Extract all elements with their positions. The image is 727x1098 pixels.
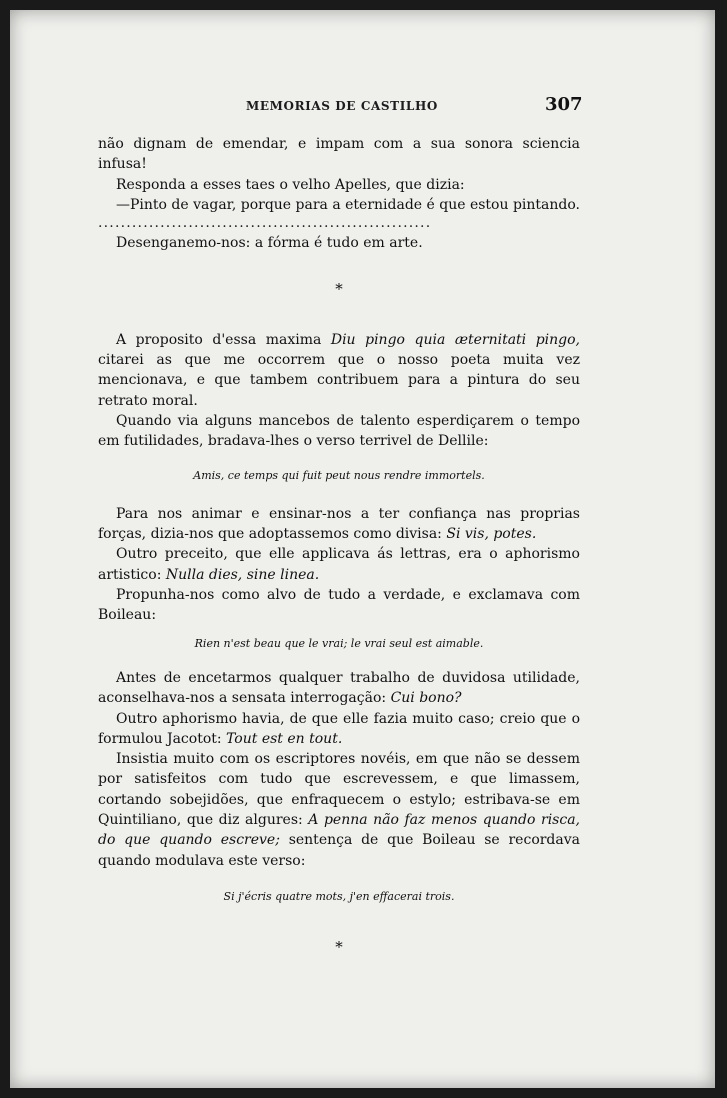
text-run: Outro aphorismo havia, de que elle fazia muito caso; creio que o formulou Jacotot: [98, 710, 580, 747]
text-run: A proposito d'essa maxima [116, 331, 331, 348]
paragraph: Quando via alguns mancebos de talento esperdiçarem o tempo em futilidades, bradava-lhes o verso terrivel de Dellile: [98, 412, 580, 450]
section-asterisk: * [335, 938, 343, 957]
paragraph [98, 504, 580, 545]
text-run: citarei as que me occorrem que o nosso poeta muita vez mencionava, e que tambem contribuem para a pintura do seu retrato moral. [98, 352, 580, 409]
paragraph: Propunha-nos como alvo de tudo a verdade, e exclamava com Boileau: [98, 587, 580, 624]
latin-aphorism: Nulla dies, sine linea. [165, 566, 320, 583]
running-head-title: MEMORIAS DE CASTILHO [246, 99, 438, 113]
verse-quote: Rien n'est beau que le vrai; le vrai seul est aimable. [194, 636, 484, 650]
verse-quote: Si j'écris quatre mots, j'en effacerai trois. [223, 889, 455, 903]
latin-maxim: Diu pingo quia æternitati pingo, [330, 331, 580, 348]
ellipsis-line: ........................................................... [98, 215, 432, 232]
paragraph: Responda a esses taes o velho Apelles, que dizia: [116, 176, 465, 193]
french-aphorism: Tout est en tout. [226, 730, 343, 747]
paragraph [98, 709, 580, 750]
paragraph [98, 749, 580, 871]
paragraph: Desenganemo-nos: a fórma é tudo em arte. [116, 235, 423, 252]
paragraph [98, 330, 580, 411]
text-run: sentença de que Boileau se recordava quando modulava este verso: [98, 832, 580, 869]
quintilian-quote: A penna não faz menos quando risca, do que quando escreve; [98, 812, 580, 849]
latin-question: Cui bono? [390, 690, 462, 707]
paragraph [98, 544, 580, 585]
verse-quote: Amis, ce temps qui fuit peut nous rendre immortels. [193, 468, 485, 482]
page-text [98, 134, 580, 958]
paragraph: —Pinto de vagar, porque para a eternidade é que estou pintando. [116, 196, 580, 213]
text-run: Para nos animar e ensinar-nos a ter confiança nas proprias forças, dizia-nos que adoptassemos como divisa: [98, 505, 580, 543]
text-run: Antes de encetarmos qualquer trabalho de duvidosa utilidade, aconselhava-nos a sensata interrogação: [98, 669, 580, 707]
paragraph [98, 668, 580, 709]
paragraph: não dignam de emendar, e impam com a sua sonora sciencia infusa! [98, 136, 580, 173]
latin-motto: Si vis, potes. [446, 526, 537, 543]
book-page [10, 10, 715, 1088]
section-asterisk: * [335, 280, 343, 299]
text-run: Insistia muito com os escriptores novéis, em que não se dessem por satisfeitos com tudo que escrevessem, e que limassem, cortando sobejidões, que enfraquecem o estylo; estribava-se em Quintiliano, que diz algures: [98, 751, 580, 829]
text-run: Outro preceito, que elle applicava ás lettras, era o aphorismo artistico: [98, 546, 580, 583]
page-number: 307 [545, 94, 583, 115]
